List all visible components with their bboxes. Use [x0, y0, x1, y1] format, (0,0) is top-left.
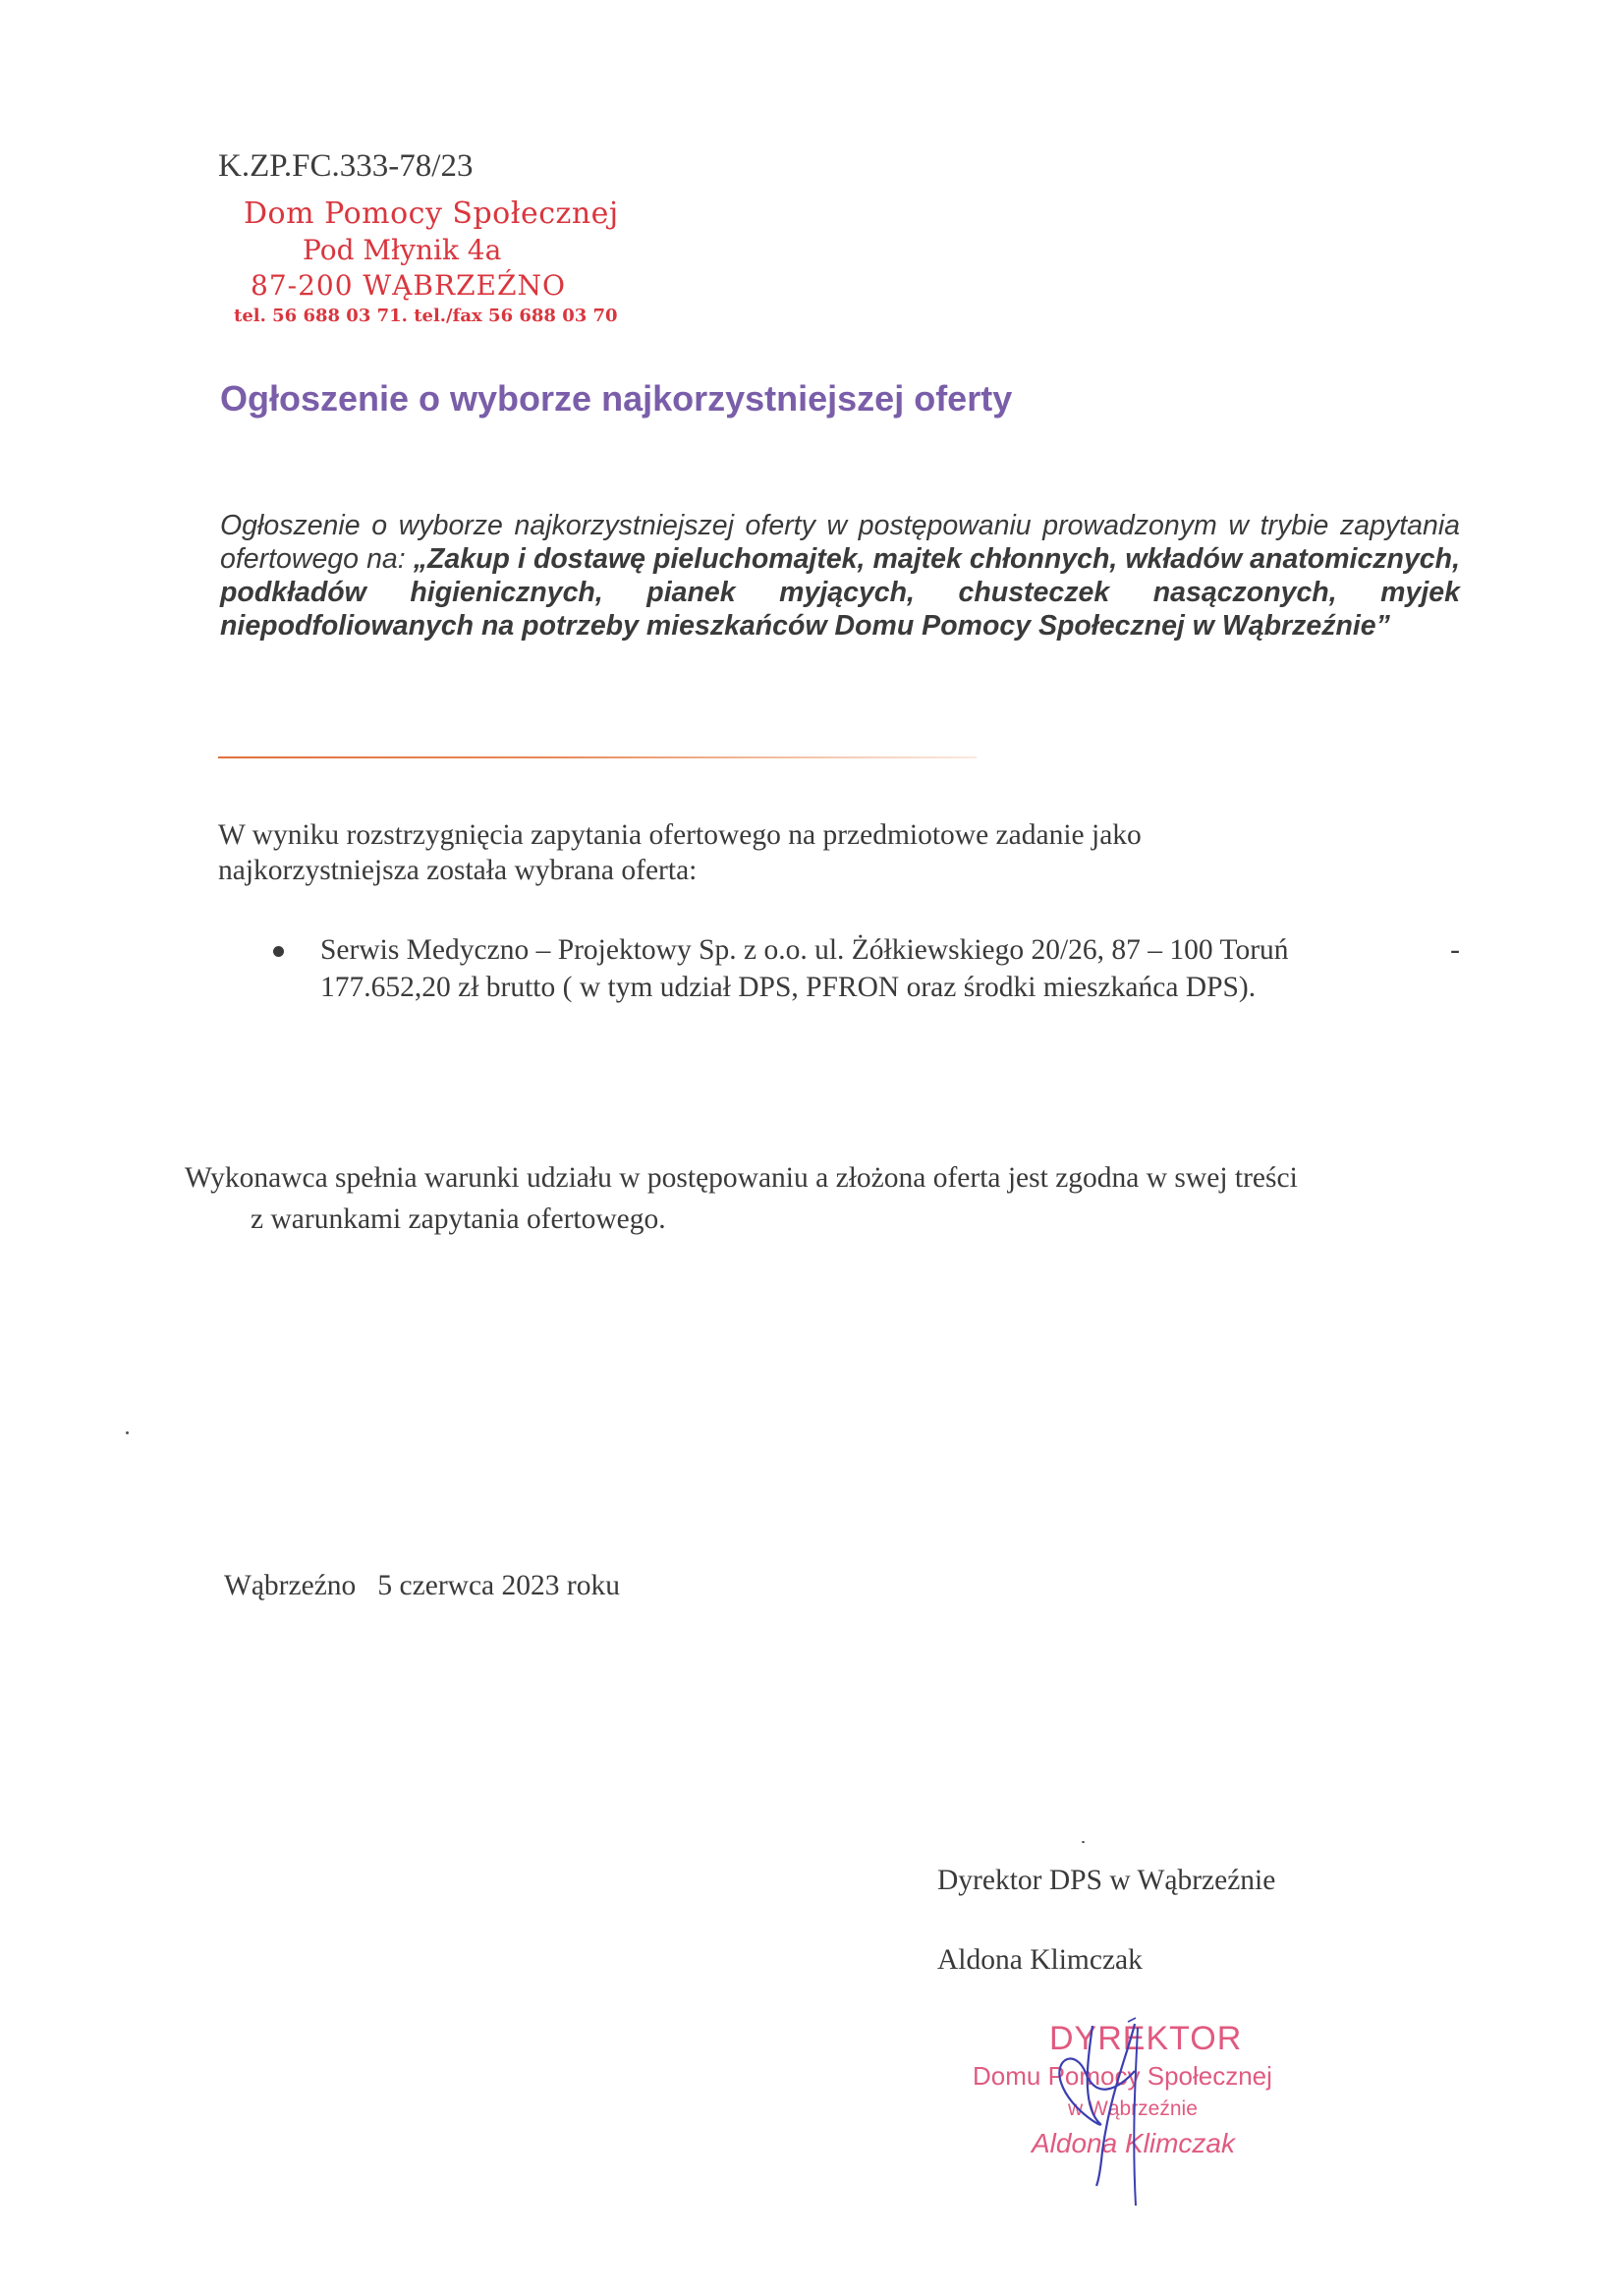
- compliance-paragraph: [185, 1157, 1298, 1240]
- signature-stamp-name: Aldona Klimczak: [1032, 2128, 1235, 2158]
- result-paragraph: [218, 817, 1142, 888]
- bullet-icon: [273, 946, 284, 957]
- offer-dash: -: [1450, 934, 1460, 966]
- stamp-city: 87-200 WĄBRZEŹNO: [251, 269, 566, 302]
- signature-stamp-title: DYREKTOR: [1049, 2020, 1243, 2057]
- result-line-2: najkorzystniejsza została wybrana oferta:: [218, 855, 698, 886]
- reference-number: K.ZP.FC.333-78/23: [218, 148, 474, 184]
- stamp-street: Pod Młynik 4a: [303, 234, 502, 266]
- compliance-line-2: z warunkami zapytania ofertowego.: [251, 1203, 666, 1235]
- signature-stroke-3: [1134, 2028, 1138, 2206]
- intro-subject-text: „Zakup i dostawę pieluchomajtek, majtek chłonnych, wkładów anatomicznych, podkładów higienicznych, pianek myjących, chusteczek nasączonych, myjek niepodfoliowanych na potrzeby mieszkańców Domu Pomocy Społecznej w Wąbrzeźnie”: [220, 543, 1460, 642]
- stamp-phones: tel. 56 688 03 71. tel./fax 56 688 03 70: [234, 306, 618, 326]
- scan-speck: [1082, 1841, 1085, 1843]
- scan-speck: [126, 1431, 129, 1434]
- compliance-line-1: Wykonawca spełnia warunki udziału w postępowaniu a złożona oferta jest zgodna w swej treści: [185, 1162, 1298, 1194]
- stamp-institution: Dom Pomocy Społecznej: [244, 196, 619, 231]
- signature-stamp: [973, 2020, 1346, 2216]
- signature-stroke-2: [1096, 2024, 1135, 2186]
- signature-stroke-1: [1059, 2026, 1135, 2125]
- intro-paragraph: [220, 509, 1460, 643]
- signature-stroke-4: [1128, 2018, 1136, 2022]
- offer-company: Serwis Medyczno – Projektowy Sp. z o.o. ul. Żółkiewskiego 20/26, 87 – 100 Toruń: [320, 934, 1289, 966]
- selected-offer: [320, 931, 1460, 1006]
- handwritten-signature-icon: [1041, 2014, 1159, 2210]
- offer-price: 177.652,20 zł brutto ( w tym udział DPS, PFRON oraz środki mieszkańca DPS).: [320, 972, 1257, 1003]
- divider-line: [218, 756, 977, 758]
- date-line: Wąbrzeźno 5 czerwca 2023 roku: [224, 1570, 620, 1601]
- signatory-role: Dyrektor DPS w Wąbrzeźnie: [937, 1865, 1276, 1896]
- signature-stamp-city: w Wąbrzeźnie: [1068, 2097, 1198, 2120]
- signature-stamp-institution: Domu Pomocy Społecznej: [973, 2061, 1272, 2091]
- intro-plain-text: Ogłoszenie o wyborze najkorzystniejszej oferty w postępowaniu prowadzonym w trybie zapytania ofertowego na:: [220, 510, 1460, 575]
- result-line-1: W wyniku rozstrzygnięcia zapytania ofertowego na przedmiotowe zadanie jako: [218, 819, 1142, 851]
- document-title: Ogłoszenie o wyborze najkorzystniejszej oferty: [220, 378, 1013, 419]
- selected-offer-line-1: [320, 931, 1460, 969]
- signatory-name: Aldona Klimczak: [937, 1944, 1143, 1976]
